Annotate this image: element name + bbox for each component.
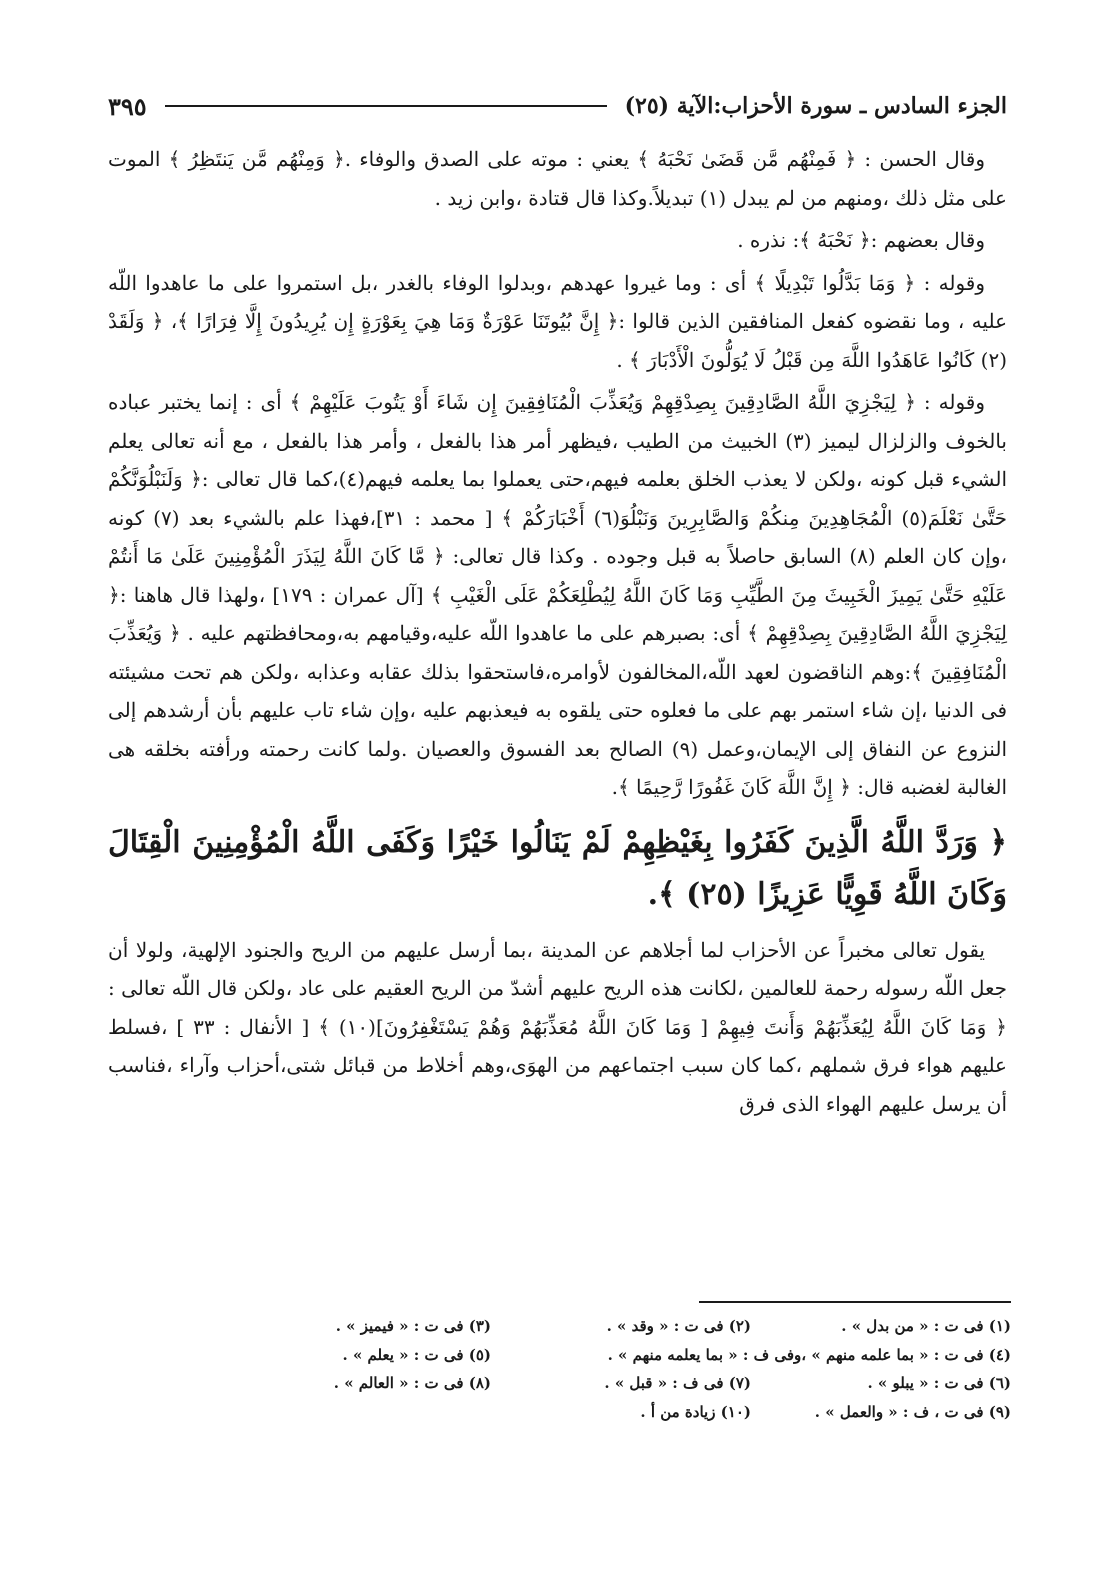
main-text — [108, 140, 1007, 1127]
footnote-2: (٢) فى ت : « وقد » . — [606, 1317, 751, 1335]
footnote-8: (٨) فى ت : « العالم » . — [333, 1374, 491, 1392]
footnote-1: (١) فى ت : « من بدل » . — [841, 1317, 1011, 1335]
page-header — [108, 86, 1007, 126]
footnote-3: (٣) فى ت : « فيميز » . — [335, 1317, 491, 1335]
paragraph-nahbah: وقال بعضهم :﴿ نَحْبَهُ ﴾: نذره . — [737, 228, 985, 252]
quran-verse-25: ﴿ وَرَدَّ اللَّهُ الَّذِينَ كَفَرُوا بِغَيْظِهِمْ لَمْ يَنَالُوا خَيْرًا وَكَفَى اللَّهُ الْمُؤْمِنِينَ الْقِتَالَ وَكَانَ اللَّهُ قَوِيًّا عَزِيزًا (٢٥) ﴾. — [108, 824, 1007, 912]
running-head: الجزء السادس ـ سورة الأحزاب:الآية (٢٥) — [624, 93, 1007, 119]
paragraph-commentary: يقول تعالى مخبراً عن الأحزاب لما أجلاهم عن المدينة ،بما أرسل عليهم من الريح والجنود الإلهية، ولولا أن جعل اللّه رسوله رحمة للعالمين ،لكانت هذه الريح عليهم أشدّ من الريح العقيم على عاد ،ولكن قال اللّه تعالى : ﴿ وَمَا كَانَ اللَّهُ لِيُعَذِّبَهُمْ وَأَنتَ فِيهِمْ [ وَمَا كَانَ اللَّهُ مُعَذِّبَهُمْ وَهُمْ يَسْتَغْفِرُونَ](١٠) ﴾ [ الأنفال : ٣٣ ] ،فسلط عليهم هواء فرق شملهم ،كما كان سبب اجتماعهم من الهوَى،وهم أخلاط من قبائل شتى،أحزاب وآراء ،فناسب أن يرسل عليهم الهواء الذى فرق — [108, 937, 1007, 1116]
page-number: ٣٩٥ — [108, 91, 147, 121]
footnote-7: (٧) فى ف : « قبل » . — [604, 1374, 751, 1392]
footnote-rule — [699, 1301, 1011, 1303]
footnote-row — [230, 1341, 1011, 1370]
footnote-row — [230, 1398, 1011, 1427]
paragraph-tabdila: وقوله : ﴿ وَمَا بَدَّلُوا تَبْدِيلًا ﴾ أى : وما غيروا عهدهم ،وبدلوا الوفاء بالغدر ،بل استمروا على ما عاهدوا اللّه عليه ، وما نقضوه كفعل المنافقين الذين قالوا :﴿ إِنَّ بُيُوتَنَا عَوْرَةٌ وَمَا هِيَ بِعَوْرَةٍ إِن يُرِيدُونَ إِلَّا فِرَارًا ﴾، ﴿ وَلَقَدْ (٢) كَانُوا عَاهَدُوا اللَّهَ مِن قَبْلُ لَا يُوَلُّونَ الْأَدْبَارَ ﴾ . — [108, 270, 1007, 372]
footnote-row — [230, 1312, 1011, 1341]
paragraph-hasan: وقال الحسن : ﴿ فَمِنْهُم مَّن قَضَىٰ نَحْبَهُ ﴾ يعني : موته على الصدق والوفاء .﴿ وَمِنْهُم مَّن يَنتَظِرُ ﴾ الموت على مثل ذلك ،ومنهم من لم يبدل (١) تبديلاً.وكذا قال قتادة ،وابن زيد . — [108, 147, 1007, 210]
footnote-row — [230, 1369, 1011, 1398]
footnote-10: (١٠) زيادة من أ . — [640, 1402, 751, 1421]
footnotes — [230, 1312, 1011, 1426]
header-rule — [165, 105, 607, 107]
footnote-4: (٤) فى ت : « بما علمه منهم » ،وفى ف : « بما يعلمه منهم » . — [607, 1345, 1011, 1364]
footnote-9: (٩) فى ت ، ف : « والعمل » . — [814, 1402, 1011, 1421]
paragraph-liyajzi: وقوله : ﴿ لِيَجْزِيَ اللَّهُ الصَّادِقِينَ بِصِدْقِهِمْ وَيُعَذِّبَ الْمُنَافِقِينَ إِن شَاءَ أَوْ يَتُوبَ عَلَيْهِمْ ﴾ أى : إنما يختبر عباده بالخوف والزلزال ليميز (٣) الخبيث من الطيب ،فيظهر أمر هذا بالفعل ، وأمر هذا بالفعل ، مع أنه تعالى يعلم الشيء قبل كونه ،ولكن لا يعذب الخلق بعلمه فيهم،حتى يعملوا بما يعلمه فيهم(٤)،كما قال تعالى :﴿ وَلَنَبْلُوَنَّكُمْ حَتَّىٰ نَعْلَمَ(٥) الْمُجَاهِدِينَ مِنكُمْ وَالصَّابِرِينَ وَنَبْلُوَ(٦) أَخْبَارَكُمْ ﴾ [ محمد : ٣١]،فهذا علم بالشيء بعد (٧) كونه ،وإن كان العلم (٨) السابق حاصلاً به قبل وجوده . وكذا قال تعالى: ﴿ مَّا كَانَ اللَّهُ لِيَذَرَ الْمُؤْمِنِينَ عَلَىٰ مَا أَنتُمْ عَلَيْهِ حَتَّىٰ يَمِيزَ الْخَبِيثَ مِنَ الطَّيِّبِ وَمَا كَانَ اللَّهُ لِيُطْلِعَكُمْ عَلَى الْغَيْبِ ﴾ [آل عمران : ١٧٩] ،ولهذا قال هاهنا :﴿ لِيَجْزِيَ اللَّهُ الصَّادِقِينَ بِصِدْقِهِمْ ﴾ أى: بصبرهم على ما عاهدوا اللّه عليه،وقيامهم به،ومحافظتهم عليه . ﴿ وَيُعَذِّبَ الْمُنَافِقِينَ ﴾:وهم الناقضون لعهد اللّه،المخالفون لأوامره،فاستحقوا بذلك عقابه وعذابه ،ولكن هم تحت مشيئته فى الدنيا ،إن شاء استمر بهم على ما فعلوه حتى يلقوه به فيعذبهم عليه ،وإن شاء تاب عليهم بأن أرشدهم إلى النزوع عن النفاق إلى الإيمان،وعمل (٩) الصالح بعد الفسوق والعصيان .ولما كانت رحمته ورأفته بخلقه هى الغالبة لغضبه قال: ﴿ إِنَّ اللَّهَ كَانَ غَفُورًا رَّحِيمًا ﴾. — [108, 390, 1008, 799]
footnote-6: (٦) فى ت : « يبلو » . — [867, 1374, 1011, 1392]
footnote-5: (٥) فى ت : « يعلم » . — [342, 1345, 491, 1364]
